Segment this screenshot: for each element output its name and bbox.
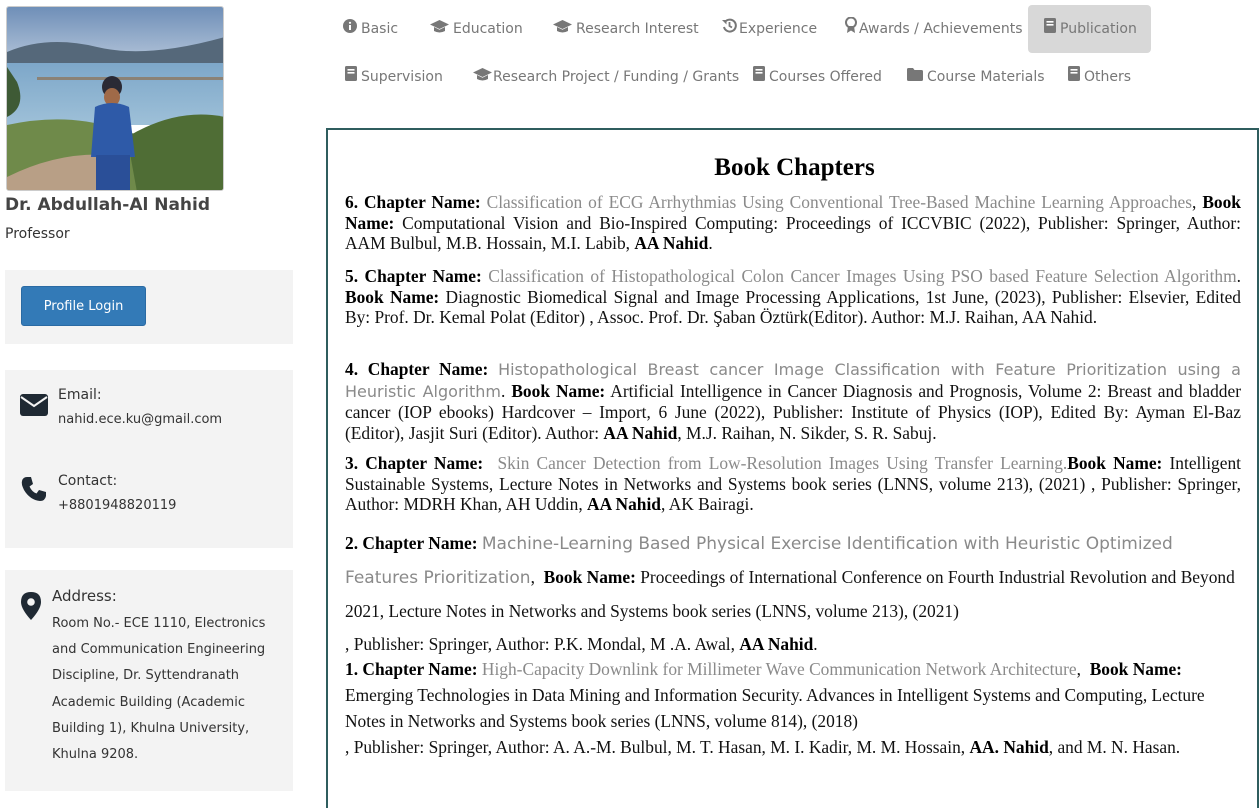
tab-research-interest[interactable]	[553, 5, 699, 53]
address-panel	[5, 570, 293, 791]
book-label: Book Name:	[511, 380, 606, 401]
chapter-number: 6.	[345, 192, 359, 212]
tab-experience[interactable]	[722, 5, 817, 53]
chapter-details: Diagnostic Biomedical Signal and Image Processing Applications, 1st June, (2023), Publisher: Elsevier, Edited By: Prof. Dr. Kemal Polat (Editor) , Assoc. Prof. Dr. Şaban Öztürk(Editor). Author: M.J. Raihan, AA Nahid.	[345, 286, 1241, 328]
phone-value[interactable]: +8801948820119	[58, 498, 177, 513]
login-panel	[5, 270, 293, 344]
award-icon	[845, 5, 857, 53]
chapter-details-end: , M.J. Raihan, N. Sikder, S. R. Sabuj.	[677, 422, 937, 443]
chapter-details: , Publisher: Springer, Author: P.K. Mondal, M .A. Awal,	[345, 634, 740, 654]
graduation-cap-icon	[553, 5, 572, 53]
chapter-details: Intelligent Sustainable Systems, Lecture Notes in Networks and Systems book series (LNNS, volume 213), (2021) , Publisher: Springer, Author: MDRH Khan, AH Uddin,	[345, 453, 1241, 515]
chapter-number: 1.	[345, 659, 359, 679]
profile-name: Dr. Abdullah-Al Nahid	[5, 195, 211, 215]
chapter-details: Artificial Intelligence in Cancer Diagnosis and Prognosis, Volume 2: Breast and bladder cancer (IOP ebooks) Hardcover – Import, 6 June (2022), Publisher: Institute of Physics (IOP), Edited By: Ayman El-Baz (Editor), Jasjit Suri (Editor). Author:	[345, 380, 1241, 443]
chapter-details-end: .	[813, 634, 818, 654]
highlighted-author: AA. Nahid	[969, 737, 1049, 757]
page-title: Book Chapters	[714, 154, 875, 181]
envelope-icon	[20, 394, 48, 420]
chapter-entry	[345, 527, 1241, 661]
book-icon	[345, 53, 357, 101]
book-label: Book Name:	[345, 192, 1241, 233]
highlighted-author: AA Nahid	[603, 422, 678, 443]
separator: ,	[1192, 192, 1197, 212]
chapter-label: Chapter Name:	[367, 359, 489, 379]
book-icon	[1044, 5, 1056, 53]
tab-courses-offered[interactable]	[753, 53, 882, 101]
tab-supervision[interactable]	[345, 53, 443, 101]
chapter-label: Chapter Name:	[365, 453, 484, 473]
chapter-number: 3.	[345, 453, 359, 473]
chapter-number: 4.	[345, 359, 359, 379]
book-icon	[1068, 53, 1080, 101]
book-label: Book Name:	[345, 286, 440, 307]
tab-education[interactable]	[430, 5, 523, 53]
tab-course-materials[interactable]	[907, 53, 1045, 101]
chapter-details: Proceedings of International Conference on Fourth Industrial Revolution and Beyond 2021, Lecture Notes in Networks and Systems book series (LNNS, volume 213), (2021)	[345, 567, 1235, 621]
graduation-cap-icon	[473, 53, 492, 101]
chapter-number: 5.	[345, 266, 359, 286]
separator: ,	[530, 567, 535, 587]
tab-label: Research Interest	[576, 21, 699, 37]
contact-label: Contact:	[58, 473, 118, 489]
email-label: Email:	[58, 387, 102, 403]
chapter-details-end: .	[708, 233, 713, 254]
highlighted-author: AA Nahid	[739, 634, 814, 654]
chapter-entry	[345, 359, 1241, 443]
info-icon	[343, 5, 357, 53]
chapter-label: Chapter Name:	[363, 192, 481, 212]
separator: ,	[1076, 659, 1081, 679]
separator: .	[500, 380, 506, 401]
chapter-label: Chapter Name:	[362, 659, 478, 679]
profile-sidebar	[0, 0, 300, 791]
book-label: Book Name:	[543, 567, 636, 587]
chapter-details-end: , and M. N. Hasan.	[1048, 737, 1181, 757]
chapter-title-link[interactable]: Classification of Histopathological Colon Cancer Images Using PSO based Feature Selection Algorithm	[488, 266, 1237, 286]
tab-label: Supervision	[361, 69, 443, 85]
tab-others[interactable]	[1068, 53, 1131, 101]
tab-publication[interactable]	[1028, 5, 1151, 53]
book-icon	[753, 53, 765, 101]
chapter-label: Chapter Name:	[364, 266, 482, 286]
tab-label: Education	[453, 21, 523, 37]
profile-photo	[6, 6, 224, 191]
chapter-title-link[interactable]: Histopathological Breast cancer Image Classification with Feature Prioritization using a Heuristic Algorithm	[345, 360, 1241, 401]
chapter-title-link[interactable]: Machine-Learning Based Physical Exercise Identification with Heuristic Optimized Features Prioritization	[345, 534, 1173, 588]
highlighted-author: AA Nahid	[587, 494, 661, 515]
chapter-entry	[345, 266, 1241, 328]
chapter-title-link[interactable]: Classification of ECG Arrhythmias Using Conventional Tree-Based Machine Learning Approaches	[486, 192, 1193, 212]
chapter-details: , Publisher: Springer, Author: A. A.-M. Bulbul, M. T. Hasan, M. I. Kadir, M. M. Hossain,	[345, 737, 970, 757]
history-icon	[722, 5, 737, 53]
tab-label: Awards / Achievements	[859, 21, 1023, 37]
tab-label: Experience	[739, 21, 818, 37]
book-label: Book Name:	[1089, 659, 1182, 679]
tab-label: Courses Offered	[769, 69, 882, 85]
graduation-cap-icon	[430, 5, 449, 53]
tab-label: Course Materials	[927, 69, 1045, 85]
chapter-details: Emerging Technologies in Data Mining and Information Security. Advances in Intelligent Systems and Computing, Lecture Notes in Networks and Systems book series (LNNS, volume 814), (2018)	[345, 685, 1205, 731]
tab-awards[interactable]	[845, 5, 1023, 53]
publication-content	[326, 128, 1259, 808]
chapter-entry	[345, 192, 1241, 254]
book-label: Book Name:	[1067, 453, 1163, 473]
profile-designation: Professor	[5, 226, 70, 242]
chapter-title-link[interactable]: Skin Cancer Detection from Low-Resolution Images Using Transfer Learning.	[497, 453, 1068, 473]
tab-label: Research Project / Funding / Grants	[493, 69, 740, 85]
chapter-label: Chapter Name:	[362, 533, 478, 553]
address-value: Room No.- ECE 1110, Electronics and Communication Engineering Discipline, Dr. Syttendranath Academic Building (Academic Building 1), Khulna University, Khulna 9208.	[52, 616, 266, 763]
tab-basic[interactable]	[343, 5, 398, 53]
tab-label: Basic	[361, 21, 399, 37]
map-marker-icon	[21, 592, 41, 624]
address-label: Address:	[52, 587, 117, 605]
chapter-details: Computational Vision and Bio-Inspired Computing: Proceedings of ICCVBIC (2022), Publisher: Springer, Author: AAM Bulbul, M.B. Hossain, M.I. Labib,	[345, 212, 1241, 254]
contact-panel	[5, 370, 293, 548]
email-value[interactable]: nahid.ece.ku@gmail.com	[58, 412, 223, 427]
chapter-entry	[345, 656, 1241, 760]
chapter-entry	[345, 453, 1241, 515]
folder-icon	[907, 53, 923, 101]
separator: .	[1236, 266, 1241, 286]
chapter-number: 2.	[345, 533, 359, 553]
chapter-details-end: , AK Bairagi.	[660, 494, 754, 515]
tab-label: Publication	[1060, 21, 1137, 37]
chapter-title-link[interactable]: High-Capacity Downlink for Millimeter Wave Communication Network Architecture	[481, 659, 1077, 679]
phone-icon	[21, 476, 47, 506]
tab-label: Others	[1084, 69, 1132, 85]
tab-research-project[interactable]	[473, 53, 739, 101]
highlighted-author: AA Nahid	[634, 233, 709, 254]
profile-login-button[interactable]: Profile Login	[21, 286, 146, 326]
